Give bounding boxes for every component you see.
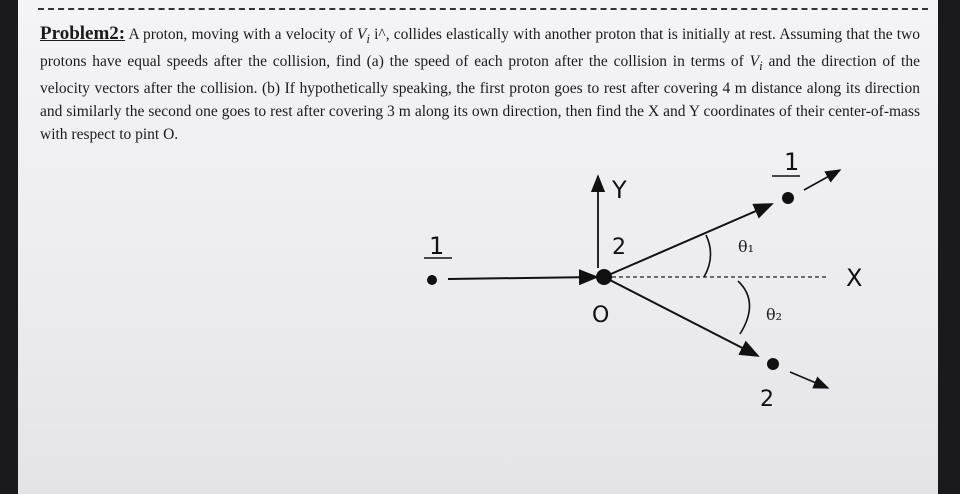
theta1-arc bbox=[704, 235, 711, 277]
origin-label: O bbox=[592, 303, 610, 328]
label-proton1-after: 1 bbox=[784, 148, 800, 176]
proton1-initial-dot bbox=[427, 275, 437, 285]
proton2-final-velocity bbox=[604, 277, 758, 356]
theta2-label: θ₂ bbox=[766, 305, 783, 324]
problem-text-b: , collides elastically with another proton that is initially at rest. Assuming that the two protons have equal speeds after the collision, find (a) the speed of each proton after the collision in terms of bbox=[40, 26, 920, 71]
proton1-motion-arrow bbox=[804, 170, 840, 190]
velocity-unit: i^ bbox=[369, 26, 386, 43]
proton2-final-dot bbox=[767, 358, 779, 370]
velocity-symbol: V bbox=[356, 26, 367, 43]
proton2-motion-arrow bbox=[790, 372, 828, 388]
label-proton1-before: 1 bbox=[429, 232, 445, 260]
label-proton2-after: 2 bbox=[760, 387, 774, 412]
incoming-velocity-line bbox=[448, 277, 597, 279]
label-proton2-before: 2 bbox=[612, 235, 626, 260]
velocity-subscript: i bbox=[366, 31, 370, 47]
velocity-subscript-2: i bbox=[759, 58, 763, 74]
theta2-arc bbox=[738, 281, 750, 334]
problem-text-c: and the direction of the velocity vectors after the collision. (b) If hypothetically speaking, the first proton goes to rest after covering 4 m distance along its direction and similarly the second one goes to rest after covering 3 m along its own direction, then find the X and Y coordinates of their center-of-mass with respect to pint O. bbox=[40, 53, 920, 144]
problem-text-a: A proton, moving with a velocity of bbox=[125, 26, 357, 43]
x-axis-label: X bbox=[846, 264, 863, 292]
velocity-symbol-2: V bbox=[749, 53, 760, 71]
proton1-final-dot bbox=[782, 192, 794, 204]
theta1-label: θ₁ bbox=[738, 237, 755, 256]
y-axis-label: Y bbox=[612, 176, 627, 204]
problem-label: Problem2: bbox=[40, 23, 126, 44]
